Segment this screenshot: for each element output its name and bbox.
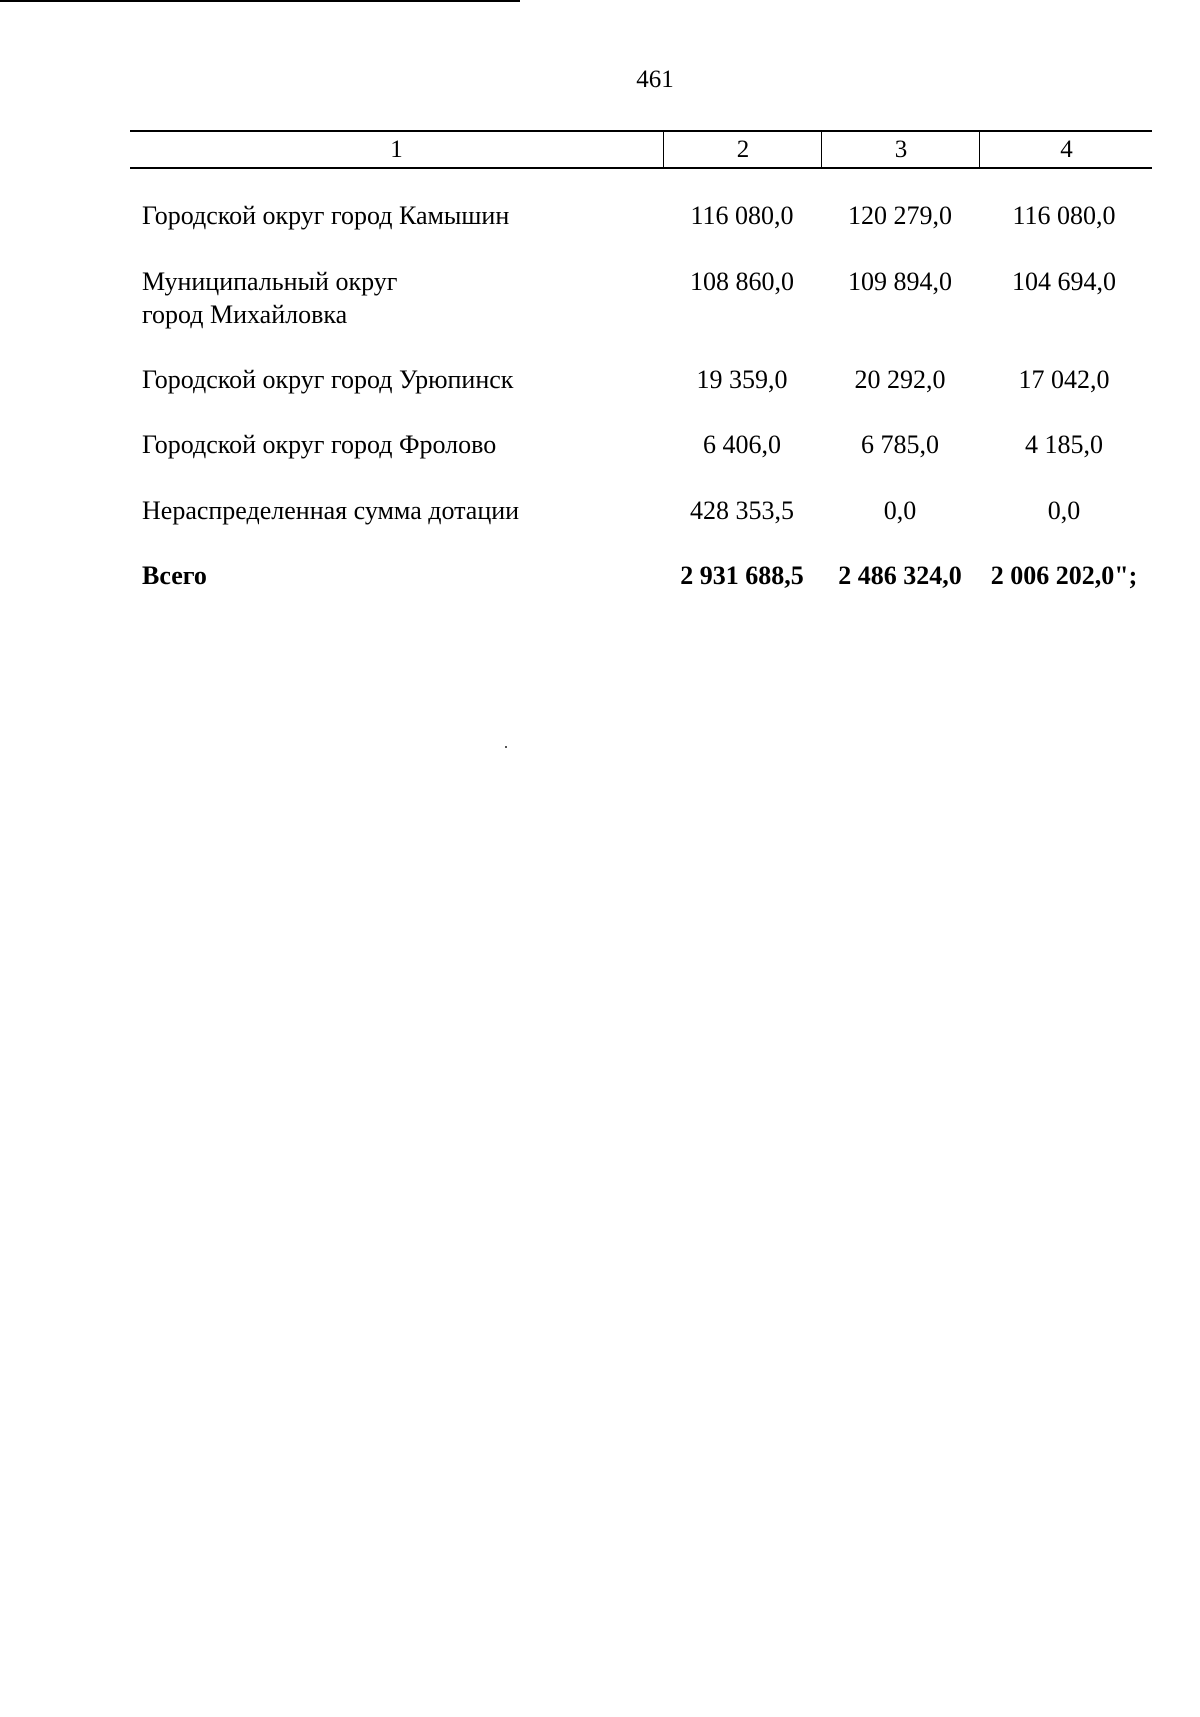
- row-name-line-2: город Михайловка: [142, 300, 348, 329]
- page-edge-line: [0, 0, 520, 2]
- row-value-col-2: 6 406,0: [703, 430, 781, 459]
- page-number: 461: [636, 66, 674, 93]
- header-col-4: 4: [979, 132, 1153, 167]
- row-value-col-3: 6 785,0: [861, 430, 939, 459]
- row-value-col-2: 116 080,0: [690, 201, 794, 230]
- header-col-3: 3: [821, 132, 980, 167]
- row-name: [142, 265, 662, 331]
- row-name: Нераспределенная сумма дотации: [142, 496, 520, 525]
- row-value-col-3: 0,0: [883, 496, 917, 525]
- row-value-col-3: 120 279,0: [848, 201, 952, 230]
- row-value-col-3: 109 894,0: [848, 267, 952, 296]
- row-value-col-4: 104 694,0: [1012, 267, 1116, 296]
- total-label: Всего: [142, 561, 207, 590]
- header-col-2: 2: [663, 132, 822, 167]
- row-value-col-4: 0,0: [1047, 496, 1081, 525]
- row-name: Городской округ город Фролово: [142, 430, 497, 459]
- table-header: [130, 130, 1152, 169]
- total-value-col-2: 2 931 688,5: [680, 561, 804, 590]
- row-value-col-2: 108 860,0: [690, 267, 794, 296]
- total-value-col-3: 2 486 324,0: [838, 561, 962, 590]
- row-name-line-1: Муниципальный округ: [142, 267, 398, 296]
- row-value-col-2: 19 359,0: [696, 365, 788, 394]
- scan-speck: [505, 746, 507, 748]
- header-col-1: 1: [390, 136, 403, 163]
- row-value-col-2: 428 353,5: [690, 496, 794, 525]
- row-value-col-4: 116 080,0: [1012, 201, 1116, 230]
- row-value-col-4: 17 042,0: [1018, 365, 1110, 394]
- row-value-col-3: 20 292,0: [854, 365, 946, 394]
- row-name: Городской округ город Камышин: [142, 201, 510, 230]
- row-name: Городской округ город Урюпинск: [142, 365, 514, 394]
- total-value-col-4: 2 006 202,0";: [990, 561, 1138, 590]
- row-value-col-4: 4 185,0: [1025, 430, 1103, 459]
